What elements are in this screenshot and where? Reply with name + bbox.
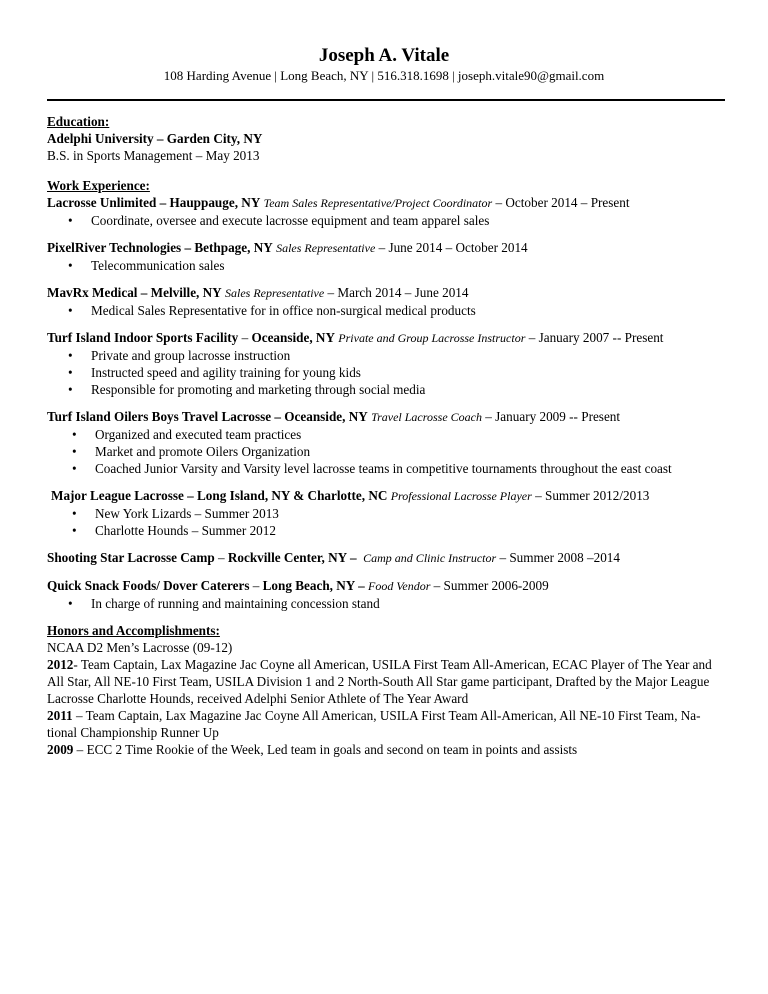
job-title: Team Sales Representative/Project Coordinator (263, 196, 493, 210)
honor-text: - Team Captain, Lax Magazine Jac Coyne all American, USILA First Team All-American, ECAC Player of The Year and All Star, All NE-10 First Team, USILA Division 1 and 2 North-South All Star game participant, Drafted by the Major League Lacrosse Charlotte Hounds, received Adelphi Senior Athlete of The Year Award (47, 657, 712, 706)
employer: Quick Snack Foods/ Dover Caterers (47, 578, 250, 593)
list-item: • Market and promote Oilers Organization (47, 443, 727, 460)
work-entry-header (47, 487, 727, 505)
job-title: Private and Group Lacrosse Instructor (338, 331, 526, 345)
honor-year: 2012 (47, 657, 74, 672)
work-entry-header (47, 549, 727, 567)
list-item: • Coached Junior Varsity and Varsity level lacrosse teams in competitive tournaments throughout the east coast (47, 460, 727, 477)
candidate-name: Joseph A. Vitale (318, 45, 450, 66)
employer: Shooting Star Lacrosse Camp (47, 550, 215, 565)
honor-year: 2009 (47, 742, 74, 757)
honor-text: – ECC 2 Time Rookie of the Week, Led team in goals and second on team in points and assists (73, 742, 578, 757)
employer: PixelRiver Technologies – Bethpage, NY (47, 240, 273, 255)
work-entry-quick-snack (47, 577, 727, 612)
honor-item-2011 (47, 707, 727, 741)
work-heading: Work Experience: (47, 178, 150, 193)
work-entry-oilers (47, 408, 727, 477)
contact-line: 108 Harding Avenue | Long Beach, NY | 516.318.1698 | joseph.vitale90@gmail.com (163, 68, 605, 83)
work-bullets (47, 505, 727, 539)
employer-location: Long Beach, NY – (262, 578, 365, 593)
list-item: • Coordinate, oversee and execute lacrosse equipment and team apparel sales (47, 212, 727, 229)
honor-item-2012 (47, 656, 727, 707)
work-entry-header (47, 239, 727, 257)
job-title: Food Vendor (368, 579, 431, 593)
work-section (47, 177, 727, 612)
job-dates: – October 2014 – Present (492, 195, 630, 210)
employer-separator: – (238, 330, 252, 345)
employer: MavRx Medical – Melville, NY (47, 285, 222, 300)
job-title: Sales Representative (276, 241, 376, 255)
list-item: • Responsible for promoting and marketing through social media (47, 381, 727, 398)
list-item: • Telecommunication sales (47, 257, 727, 274)
work-bullets (47, 426, 727, 477)
resume-body (47, 113, 727, 758)
employer-location: Oceanside, NY (251, 330, 335, 345)
work-entry-turf-island-facility (47, 329, 727, 398)
education-heading: Education: (47, 114, 110, 129)
job-title: Professional Lacrosse Player (390, 489, 532, 503)
job-title: Sales Representative (225, 286, 325, 300)
job-title: Travel Lacrosse Coach (371, 410, 482, 424)
education-school: Adelphi University – Garden City, NY (47, 131, 263, 146)
work-bullets (47, 347, 727, 398)
list-item: • Organized and executed team practices (47, 426, 727, 443)
work-bullets (47, 595, 727, 612)
honor-year: 2011 (47, 708, 73, 723)
honor-text: – Team Captain, Lax Magazine Jac Coyne All American, USILA First Team All-American, All NE-10 First Team, Na-tional Championship Runner Up (47, 708, 701, 740)
work-entry-lacrosse-unlimited (47, 194, 727, 229)
work-bullets (47, 302, 727, 319)
employer-separator: – (214, 550, 228, 565)
education-degree: B.S. in Sports Management – May 2013 (47, 148, 260, 163)
list-item: • Medical Sales Representative for in office non-surgical medical products (47, 302, 727, 319)
work-bullets (47, 212, 727, 229)
list-item: • Charlotte Hounds – Summer 2012 (47, 522, 727, 539)
job-dates: – January 2009 -- Present (481, 409, 621, 424)
list-item: • Private and group lacrosse instruction (47, 347, 727, 364)
job-dates: – June 2014 – October 2014 (375, 240, 528, 255)
list-item: • In charge of running and maintaining concession stand (47, 595, 727, 612)
employer-separator: – (249, 578, 263, 593)
job-dates: – Summer 2012/2013 (531, 488, 650, 503)
work-entry-header (47, 408, 727, 426)
job-dates: – Summer 2006-2009 (430, 578, 549, 593)
employer-location: Rockville Center, NY – (227, 550, 357, 565)
employer: Turf Island Oilers Boys Travel Lacrosse – Oceanside, NY (47, 409, 368, 424)
honors-section (47, 622, 727, 758)
work-entry-mavrx (47, 284, 727, 319)
honors-intro: NCAA D2 Men’s Lacrosse (09-12) (47, 640, 233, 655)
employer: Turf Island Indoor Sports Facility (47, 330, 239, 345)
work-entry-header (47, 577, 727, 595)
work-entry-header (47, 194, 727, 212)
employer: Major League Lacrosse – Long Island, NY & Charlotte, NC (51, 488, 388, 503)
honor-item-2009 (47, 741, 727, 758)
work-entry-shooting-star (47, 549, 727, 567)
work-entry-pixelriver (47, 239, 727, 274)
education-section (47, 113, 727, 164)
job-dates: – Summer 2008 –2014 (496, 550, 620, 565)
list-item: • Instructed speed and agility training for young kids (47, 364, 727, 381)
list-item: • New York Lizards – Summer 2013 (47, 505, 727, 522)
honors-heading: Honors and Accomplishments: (47, 623, 220, 638)
job-dates: – January 2007 -- Present (525, 330, 664, 345)
work-entry-header (47, 284, 727, 302)
header-divider (47, 99, 725, 101)
job-title: Camp and Clinic Instructor (363, 551, 497, 565)
job-dates: – March 2014 – June 2014 (324, 285, 469, 300)
employer: Lacrosse Unlimited – Hauppauge, NY (47, 195, 261, 210)
work-bullets (47, 257, 727, 274)
work-entry-header (47, 329, 727, 347)
work-entry-major-league-lacrosse (47, 487, 727, 539)
